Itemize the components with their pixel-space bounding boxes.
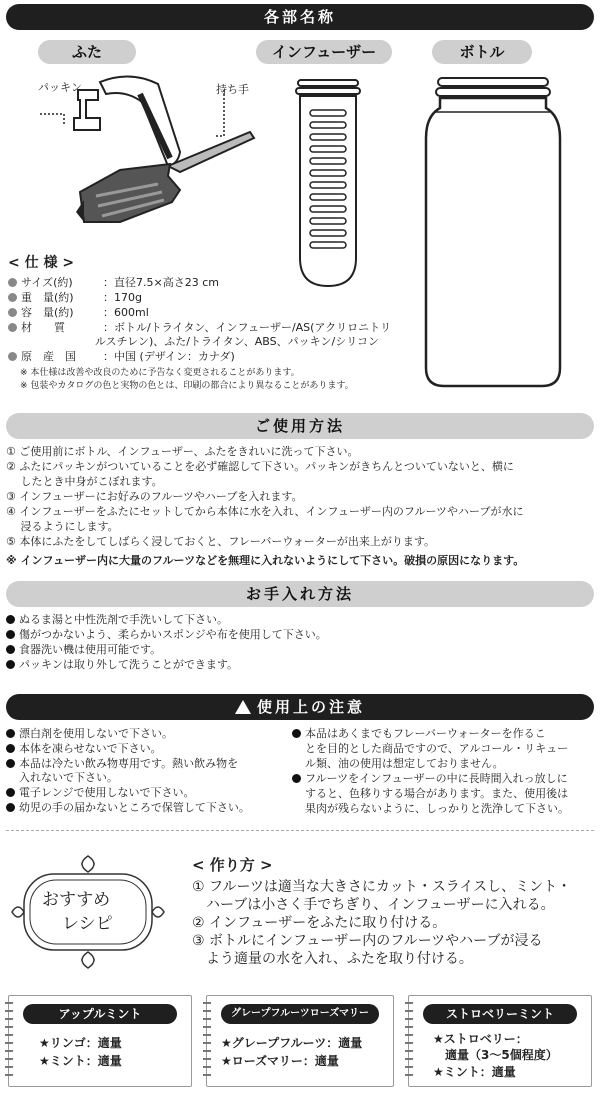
recipe-step: ハーブは小さく手でちぎり、インフューザーに入れる。	[192, 897, 555, 913]
recipe-card-grapefruit-rosemary	[206, 995, 394, 1087]
usage-warning: ※ インフューザー内に大量のフルーツなどを無理に入れないようにして下さい。破損の原因になります。	[6, 554, 525, 567]
care-item: 食器洗い機は使用可能です。	[6, 642, 161, 657]
caution-item: 本品はあくまでもフレーバーウォーターを作るこ	[292, 726, 546, 741]
caution-item: 電子レンジで使用しないで下さい。	[6, 785, 194, 800]
handle-label: 持ち手	[216, 83, 249, 96]
recipe-ingredient: ★ミント：適量	[433, 1065, 516, 1079]
recipe-card-title: アップルミント	[23, 1004, 177, 1024]
infuser-label: インフューザー	[256, 40, 392, 64]
card-rings	[405, 1002, 413, 1082]
card-rings	[5, 1002, 13, 1082]
recipe-ingredient: 適量（3～5個程度）	[433, 1048, 558, 1062]
usage-step: 浸るようにします。	[6, 520, 119, 533]
recipe-step: よう適量の水を入れ、ふたを取り付ける。	[192, 951, 473, 967]
usage-step: ⑤ 本体にふたをしてしばらく浸しておくと、フレーバーウォーターが出来上がります。	[6, 535, 436, 548]
card-rings	[203, 1002, 211, 1082]
recipe-ingredient: ★グレープフルーツ：適量	[221, 1036, 363, 1050]
spec-title: < 仕 様 >	[8, 255, 75, 271]
caution-item: とを目的とした商品ですので、アルコール・リキュー	[305, 742, 569, 755]
spec-row: 材 質 ：ボトル/トライタン、インフューザー/AS(アクリロニトリ	[8, 321, 391, 335]
usage-step: ② ふたにパッキンがついていることを必ず確認して下さい。パッキンがきちんとついていないと、横に	[6, 460, 514, 473]
caution-item: 幼児の手の届かないところで保管して下さい。	[6, 800, 250, 815]
care-item: パッキンは取り外して洗うことができます。	[6, 657, 238, 672]
divider	[6, 830, 594, 831]
recipe-badge-line2: レシピ	[62, 914, 113, 934]
usage-step: ④ インフューザーをふたにセットしてから本体に水を入れ、インフューザー内のフルーツやハーブが水に	[6, 505, 524, 518]
recipe-badge-line1: おすすめ	[42, 890, 111, 910]
recipe-title: < 作り方 >	[192, 856, 273, 874]
caution-header: 使用上の注意	[6, 694, 594, 720]
lid-label: ふた	[38, 40, 136, 64]
recipe-card-title: ストロベリーミント	[423, 1004, 577, 1024]
recipe-card-strawberry-mint	[408, 995, 592, 1087]
caution-item: すると、色移りする場合があります。また、使用後は	[305, 787, 569, 800]
spec-row: 重 量(約) ：170g	[8, 291, 142, 305]
caution-item: 漂白剤を使用しないで下さい。	[6, 726, 173, 741]
caution-item: フルーツをインフューザーの中に長時間入れっ放しに	[292, 771, 568, 786]
bottle-illustration	[418, 72, 568, 392]
spec-row: ルスチレン)、ふた/トライタン、ABS、パッキン/シリコン	[95, 335, 379, 348]
caution-item: 本品は冷たい飲み物専用です。熱い飲み物を	[6, 756, 238, 771]
caution-item: ル類、油の使用は想定しておりません。	[305, 757, 504, 770]
recipe-ingredient: ★ストロベリー：	[433, 1032, 528, 1046]
recipe-card-title: グレープフルーツローズマリー	[221, 1004, 379, 1024]
usage-step: したとき中身がこぼれます。	[6, 475, 163, 488]
recipe-badge	[8, 852, 168, 972]
lid-illustration	[40, 72, 290, 242]
spec-row: サイズ(約) ：直径7.5×高さ23 cm	[8, 276, 219, 290]
parts-header: 各部名称	[6, 4, 594, 30]
usage-step: ③ インフューザーにお好みのフルーツやハーブを入れます。	[6, 490, 303, 503]
spec-row: 原 産 国 ：中国 (デザイン：カナダ)	[8, 350, 235, 364]
care-header: お手入れ方法	[6, 581, 594, 607]
recipe-step: ② インフューザーをふたに取り付ける。	[192, 915, 447, 931]
spec-note: ※ 本仕様は改善や改良のために予告なく変更されることがあります。	[20, 368, 300, 378]
bottle-label: ボトル	[432, 40, 532, 64]
recipe-step: ③ ボトルにインフューザー内のフルーツやハーブが浸る	[192, 933, 543, 949]
care-item: ぬるま湯と中性洗剤で手洗いして下さい。	[6, 612, 228, 627]
spec-row: 容 量(約) ：600ml	[8, 306, 149, 320]
usage-header: ご使用方法	[6, 413, 594, 439]
caution-item: 本体を凍らせないで下さい。	[6, 741, 162, 756]
recipe-step: ① フルーツは適当な大きさにカット・スライスし、ミント・	[192, 879, 572, 895]
packing-label: パッキン	[38, 81, 82, 94]
spec-note: ※ 包装やカタログの色と実物の色とは、印刷の都合により異なることがあります。	[20, 381, 354, 391]
care-item: 傷がつかないよう、柔らかいスポンジや布を使用して下さい。	[6, 627, 327, 642]
usage-step: ① ご使用前にボトル、インフューザー、ふたをきれいに洗って下さい。	[6, 445, 359, 458]
warning-icon	[235, 700, 251, 714]
recipe-ingredient: ★ローズマリー：適量	[221, 1054, 339, 1068]
caution-item: 果肉が残らないように、しっかりと洗浄して下さい。	[305, 802, 569, 815]
caution-item: 入れないで下さい。	[19, 771, 118, 784]
recipe-card-apple-mint	[8, 995, 192, 1087]
infuser-illustration	[288, 72, 368, 292]
recipe-ingredient: ★ミント：適量	[39, 1054, 122, 1068]
recipe-ingredient: ★リンゴ：適量	[39, 1036, 122, 1050]
